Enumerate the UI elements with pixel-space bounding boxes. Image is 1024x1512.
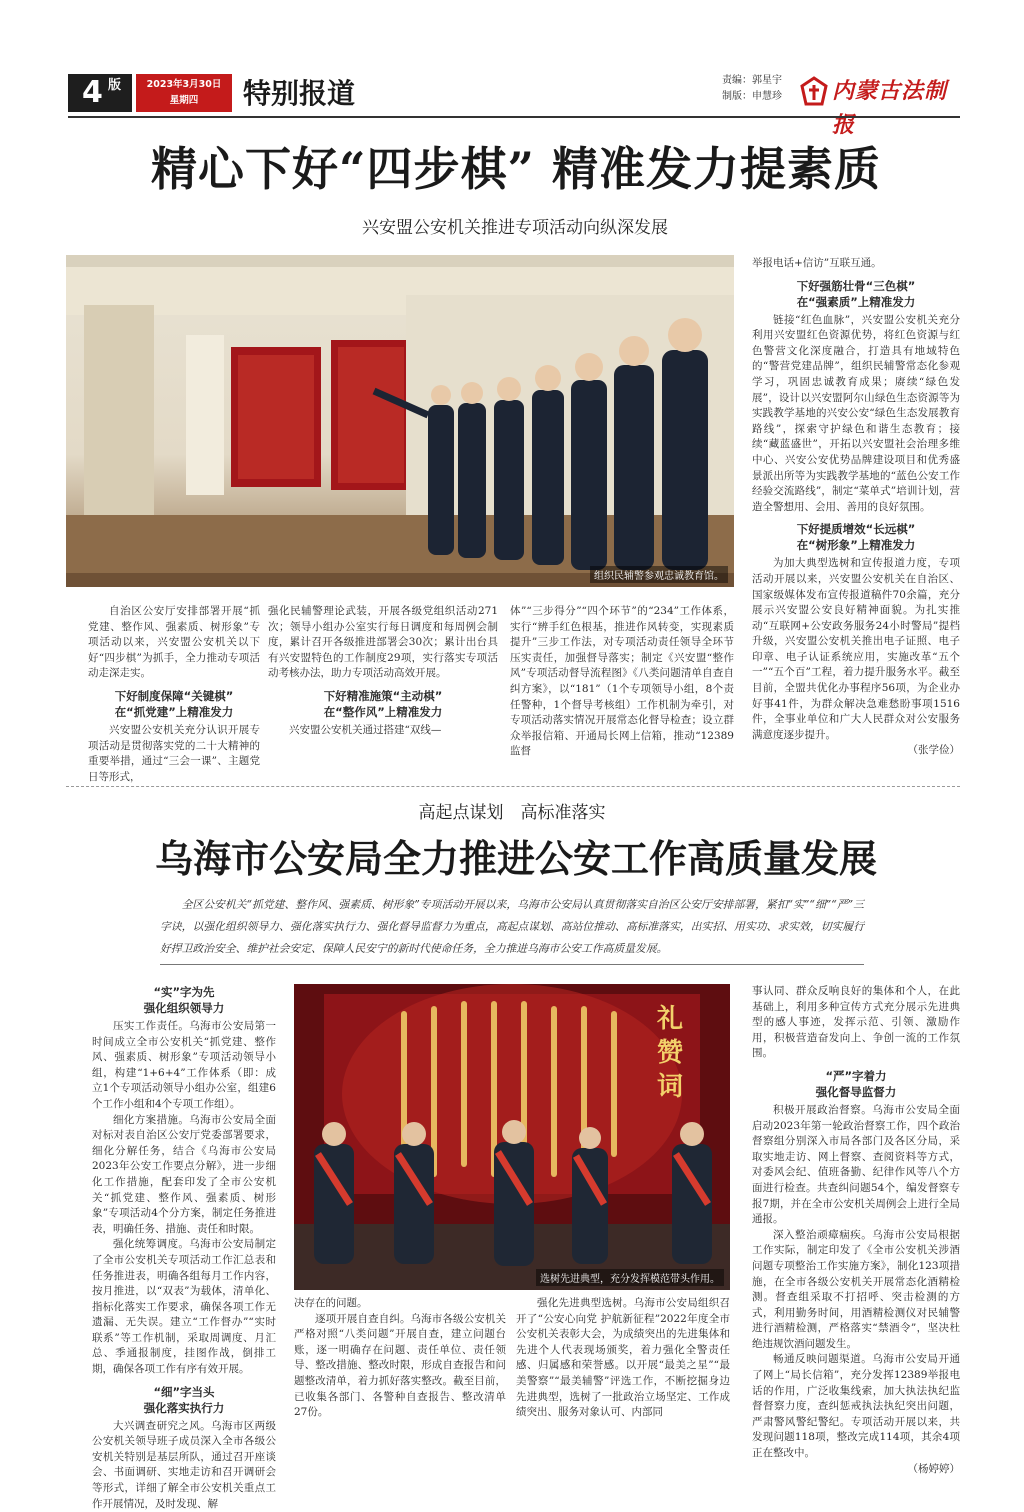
article2-photo xyxy=(294,984,730,1290)
article1-col4-body: 链接“红色血脉”，兴安盟公安机关充分利用兴安盟红色资源优势，将红色资源与红色警营文化深度融合，打造具有地域特色的“警营党建品牌”，组织民辅警常态化参观学习，巩固忠诚教育成果；赓续“绿色发展”，设计以兴安盟阿尔山绿色生态资源等为实践教学基地的兴安公安“绿色生态发展教育路线”，探索守护绿色和谐生态教育；接续“藏蓝盛世”，开拓以兴安盟社会治理多维中心、兴安公安优势品牌建设项目和优秀盛景派出所等为实践教学基地的“蓝色公安工作经验交流路线”，制定“菜单式”培训计划，营造全警想用、会用、善用的良好氛围。 xyxy=(752,313,960,513)
article2-col3 xyxy=(516,1296,730,1466)
issue-weekday: 星期四 xyxy=(169,95,199,106)
article2-headline: 乌海市公安局全力推进公安工作高质量发展 xyxy=(154,836,877,881)
article1-subhead-2: 下好精准施策“主动棋” 在“整作风”上精准发力 xyxy=(323,688,443,719)
article2-c1-p2: 细化方案措施。乌海市公安局全面对标对表自治区公安厅党委部署要求，细化分解任务，结合《乌海市公安局2023年公安工作要点分解》，进一步细化工作措施，配套印发了全市公安机关“抓党建、整作风、强素质、树形象”专项活动4个分方案，制定任务推进表，明确任务、措施、责任和时限。 xyxy=(92,1113,276,1235)
article2-c1-p4: 大兴调查研究之风。乌海市区两级公安机关领导班子成员深入全市各级公安机关特别是基层所队，通过召开座谈会、书面调研、实地走访和召开调研会等形式，详细了解全市公安机关重点工作开展情况，及时发现、解 xyxy=(92,1419,276,1510)
article2-intro-box xyxy=(160,894,864,965)
article1-col4-top: 举报电话+信访”互联互通。 xyxy=(752,257,882,269)
editor-credit: 责编：郭星宇 xyxy=(722,75,782,86)
article1-col2-body: 强化民辅警理论武装，开展各级党组织活动271次；领导小组办公室实行每日调度和每周例会制度，累计召开各级推进部署会30次；累计出台具有兴安盟特色的工作制度29项，实行落实专项活动考核办法，助力专项活动高效开展。 xyxy=(268,605,498,680)
page-number: 4 xyxy=(82,75,103,110)
article1-photo-caption: 组织民辅警参观忠诚教育馆。 xyxy=(590,566,728,583)
article2-c4-p1: 事认同、群众反响良好的集体和个人，在此基础上，利用多种宣传方式充分展示先进典型的感人事迹，发挥示范、引领、激励作用，积极营造奋发向上、争创一流的工作氛围。 xyxy=(752,985,960,1060)
emblem-icon xyxy=(800,76,828,106)
issue-date: 2023年3月30日 xyxy=(146,79,222,90)
article2-subhead-3: “严”字着力 强化督导监督力 xyxy=(815,1068,897,1099)
article2-col2 xyxy=(294,1296,506,1466)
article1-subheadline: 兴安盟公安机关推进专项活动向纵深发展 xyxy=(362,218,668,238)
article2-c4-p4: 畅通反映问题渠道。乌海市公安局开通了网上“局长信箱”，充分发挥12389举报电话的作用，广泛收集线索，加大执法执纪监督督察力度，查纠惩戒执法执纪突出问题，严肃警风警纪警纪。专项活动开展以来，共发现问题118项，整改完成114项，其余4项正在整改中。 xyxy=(752,1353,960,1460)
date-box xyxy=(136,74,232,112)
article2-c4-p2: 积极开展政治督察。乌海市公安局全面启动2023年第一轮政治督察工作，四个政治督察组分别深入市局各部门及各区分局，采取实地走访、网上督察、查阅资料等方式，对委风会纪、值班备勤、纪律作风等八个方面进行检查。共查纠问题54个，编发督察专报7期，并在全市公安机关周例会上进行全局通报。 xyxy=(752,1103,960,1226)
article2-subhead-2: “细”字当头 强化落实执行力 xyxy=(143,1384,225,1415)
article2-col4 xyxy=(752,984,960,1475)
article2-byline: （杨婷婷） xyxy=(907,1462,960,1475)
article2-c2-p2: 逐项开展自查自纠。乌海市各级公安机关严格对照“八类问题”开展自查，建立问题台账，逐一明确存在问题、责任单位、责任领导、整改措施、整改时限，形成自查报告和问题整改清单，着力抓好落实整改。截至目前，已收集各部门、各警种自查报告、整改清单27份。 xyxy=(294,1312,506,1419)
article1-headline: 精心下好“四步棋” 精准发力提素质 xyxy=(151,142,881,196)
article1-col1 xyxy=(88,604,260,783)
producer-credit: 制版：申慧珍 xyxy=(722,91,782,102)
article1-byline: （张学俭） xyxy=(907,744,960,757)
article1-col4 xyxy=(752,256,960,768)
article2-c2-p1: 决存在的问题。 xyxy=(294,1297,368,1309)
masthead-rule xyxy=(68,116,960,118)
article1-col4-body2: 为加大典型选树和宣传报道力度，专项活动开展以来，兴安盟公安机关在自治区、国家级媒体发布宣传报道稿件70余篇，充分展示兴安盟公安良好精神面貌。为扎实推动“互联网+公安政务服务24小时警局”提档升级，兴安盟公安机关推出电子证照、电子印章、电子认证系统应用，实施改革“五个一”“五个百”工程，着力提升服务水平。截至目前，全盟共优化办事程序56项，为企业办好事41件，为群众解决急难愁盼事项1516件，全事业单位和广大人民群众对公安服务满意度逐步提升。 xyxy=(752,557,960,741)
article1-subhead-4: 下好提质增效“长远棋” 在“树形象”上精准发力 xyxy=(796,522,916,553)
hall-illustration xyxy=(66,255,734,587)
article1-lead: 自治区公安厅安排部署开展“抓党建、整作风、强素质、树形象”专项活动以来，兴安盟公安机关以下好“四步棋”为抓手，全力推动专项活动走深走实。 xyxy=(88,605,260,680)
section-title: 特别报道 xyxy=(243,77,356,110)
newspaper-logo xyxy=(800,74,960,138)
article1-col1-body: 兴安盟公安机关充分认识开展专项活动是贯彻落实党的二十大精神的重要举措，通过“三会一课”、主题党日等形式， xyxy=(88,723,260,783)
newspaper-name: 内蒙古法制报 xyxy=(832,78,948,138)
article2-col1 xyxy=(92,984,276,1510)
article1-subhead-3: 下好强筋壮骨“三色棋” 在“强素质”上精准发力 xyxy=(796,278,916,309)
article1-col3 xyxy=(510,604,734,768)
article2-subhead-1: “实”字为先 强化组织领导力 xyxy=(143,985,225,1015)
page-number-box xyxy=(68,74,132,112)
article2-c1-p3: 强化统筹调度。乌海市公安局制定了全市公安机关专项活动工作汇总表和任务推进表，明确各组每月工作内容，按月推进，以“双表”为载体，清单化、指标化落实工作要求，确保各项工作无遗漏、无失误。建立“工作督办”“实时联系”等工作机制，采取周调度、月汇总、季通报制度，挂图作战，倒排工期，确保各项工作有序有效开展。 xyxy=(92,1238,276,1376)
article1-subhead-1: 下好制度保障“关键棋” 在“抓党建”上精准发力 xyxy=(114,688,234,719)
article2-c4-p3: 深入整治顽瘴痼疾。乌海市公安局根据工作实际，制定印发了《全市公安机关涉酒问题专项整治工作实施方案》，制化123项措施，在全市各级公安机关开展常态化酒精检测。督查组采取不打招呼、突击检测的方式，利用勤务时间，用酒精检测仪对民辅警进行酒精检测，严格落实“禁酒令”，坚决杜绝违规饮酒问题发生。 xyxy=(752,1228,960,1350)
article2-c3-p1: 强化先进典型选树。乌海市公安局组织召开了“公安心向党 护航新征程”2022年度全市公安机关表彰大会，为成绩突出的先进集体和先进个人代表现场颁奖，着力强化全警责任感、归属感和荣誉感。以开展“最美之星”“最美警察”“最美辅警”评选工作，不断挖掘身边先进典型，选树了一批政治立场坚定、工作成绩突出、服务对象认可、内部同 xyxy=(516,1297,730,1419)
article1-photo xyxy=(66,255,734,587)
page-ban-label: 版 xyxy=(108,78,122,93)
article1-col2 xyxy=(268,604,498,768)
article2-photo-caption: 选树先进典型，充分发挥模范带头作用。 xyxy=(536,1269,724,1286)
article2-kicker: 高起点谋划 高标准落实 xyxy=(418,803,606,823)
article-divider xyxy=(66,786,960,787)
article1-col2-body2: 兴安盟公安机关通过搭建“双线— xyxy=(289,723,442,736)
article1-col3-body: 体”“三步得分”“四个环节”的“234”工作体系，实行“辨手红色根基，推进作风转变，实现素质提升”三步工作法，对专项活动责任领导全环节压实责任，加强督导落实；制定《兴安盟“整作风”专项活动督导流程图》《八类问题清单自查自纠方案》，以“181”（1个专项领导小组，8个责任警种，1个督导考核组）工作机制为牵引，对专项活动落实情况开展常态化督导检查；设立群众举报信箱、开通局长网上信箱，推动“12389监督 xyxy=(510,605,734,758)
ceremony-banner-title: 礼赞词 xyxy=(656,1004,683,1102)
article2-intro: 全区公安机关“抓党建、整作风、强素质、树形象”专项活动开展以来，乌海市公安局认真贯彻落实自治区公安厅安排部署，紧扣“实”“细”“严”三字诀，以强化组织领导力、强化落实执行力、强化督导监督力为重点，高起点谋划、高站位推动、高标准落实，出实招、用实功、求实效，切实履行好捍卫政治安全、维护社会安定、保障人民安宁的新时代使命任务，全力推进乌海市公安工作高质量发展。 xyxy=(160,898,864,955)
article2-c1-p1: 压实工作责任。乌海市公安局第一时间成立全市公安机关“抓党建、整作风、强素质、树形象”专项活动领导小组，构建“1+6+4”工作体系（即：成立1个专项活动领导小组办公室，组建6个工作小组和4个专项工作组）。 xyxy=(92,1020,276,1110)
